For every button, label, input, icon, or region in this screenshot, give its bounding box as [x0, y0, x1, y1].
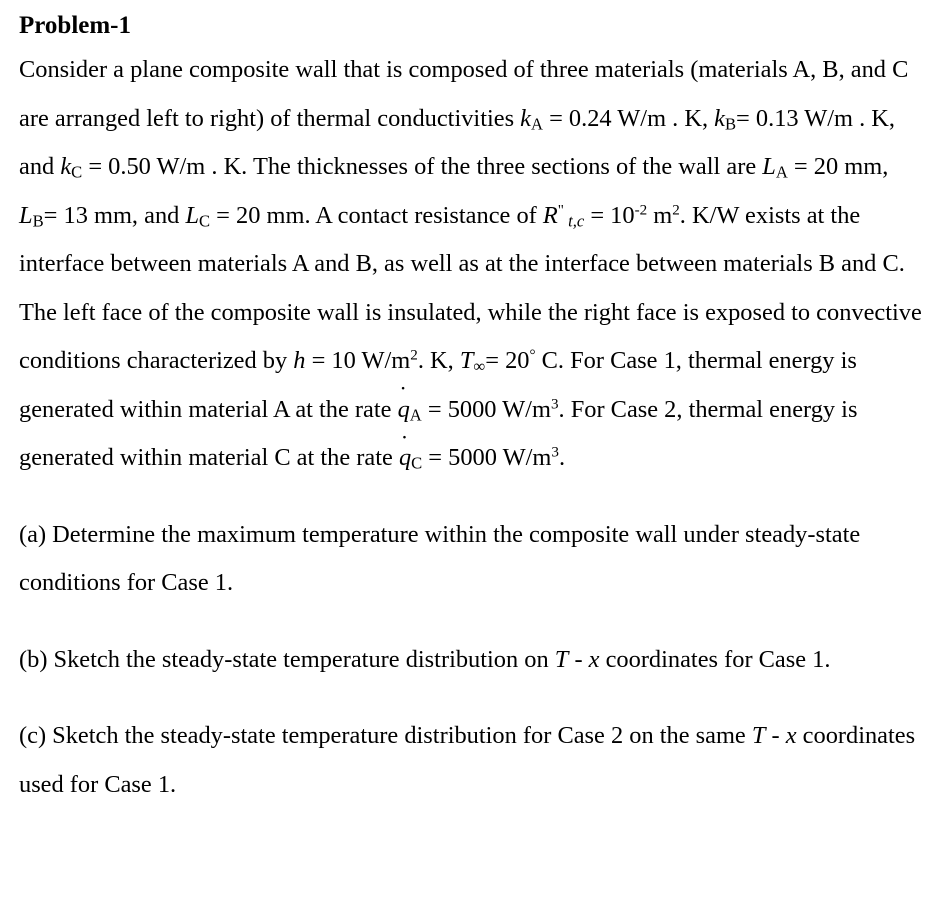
ka-value: = 0.24 W/m . K, [542, 104, 715, 132]
symbol-q-dot: ˙ q [399, 434, 411, 483]
statement-text-2: . K/W exists at the interface between materials A and B, as well as at the interface between materials B and C. The left face of the composite wall is insulated, while the right face is exposed to convective conditions characterized by [19, 201, 922, 374]
symbol-l: L [762, 153, 776, 180]
r-value: = 10 [584, 201, 635, 229]
superscript-3: 3 [550, 396, 559, 413]
subscript-c: C [411, 453, 423, 473]
r-exponent: -2 [634, 202, 648, 219]
subscript-tc: t,c [563, 211, 585, 231]
t-inf-value: = 20 [485, 347, 530, 374]
statement-text-1: Consider a plane composite wall that is composed of three materials (materials A, B, and C are arranged left to right) of thermal conductivities [19, 56, 909, 132]
kb-value: = 0.13 W/m . K, and [19, 104, 896, 180]
subscript-a: A [775, 162, 788, 182]
symbol-l: L [185, 201, 200, 229]
symbol-l: L [19, 201, 33, 229]
superscript-2: 2 [672, 202, 680, 219]
degree-symbol: ° [529, 347, 536, 364]
h-unit-rest: . K, [417, 347, 460, 374]
subscript-b: B [724, 114, 737, 134]
question-a: (a) Determine the maximum temperature within the composite wall under steady-state conditions for Case 1. [19, 520, 861, 596]
question-c [19, 712, 924, 809]
symbol-t: T [751, 722, 766, 749]
symbol-k: k [60, 153, 72, 180]
symbol-x: x [785, 722, 797, 749]
kc-value: = 0.50 W/m . K. The thicknesses of the three sections of the wall are [82, 153, 763, 180]
r-double-prime: " [557, 202, 564, 219]
lb-value: = 13 mm, and [43, 201, 186, 229]
question-c-text: (c) Sketch the steady-state temperature distribution for Case 2 on the same [19, 722, 752, 749]
superscript-2: 2 [410, 347, 418, 364]
subscript-b: B [32, 211, 44, 231]
symbol-q-dot: ˙ q [398, 386, 410, 435]
problem-title: Problem-1 [19, 12, 132, 39]
r-unit: m [647, 201, 673, 229]
symbol-t: T [554, 645, 569, 673]
subscript-a: A [531, 114, 543, 134]
question-b-end: coordinates for Case 1. [599, 645, 831, 673]
document-page [19, 6, 924, 809]
symbol-t: T [459, 347, 474, 374]
la-value: = 20 mm, [787, 153, 889, 180]
statement-end: . [558, 444, 566, 471]
problem-statement [19, 46, 924, 483]
qa-value: = 5000 W/m [421, 395, 551, 423]
statement-text-3: C. For Case 1, thermal energy is generated within material A at the rate [19, 347, 857, 423]
dash: - [568, 645, 589, 673]
symbol-h: h [293, 347, 306, 374]
question-b-text: (b) Sketch the steady-state temperature distribution on [19, 645, 555, 673]
question-c-end: coordinates used for Case 1. [19, 722, 916, 798]
superscript-3: 3 [551, 444, 559, 461]
subscript-c: C [71, 162, 83, 182]
qc-value: = 5000 W/m [422, 444, 552, 471]
subscript-c: C [199, 211, 211, 231]
symbol-x: x [588, 645, 600, 673]
subscript-a: A [409, 405, 422, 425]
symbol-k: k [520, 104, 531, 132]
statement-text-4: . For Case 2, thermal energy is generated within material C at the rate [19, 395, 858, 471]
question-b [19, 636, 924, 685]
dash: - [765, 722, 786, 749]
subscript-infinity: ∞ [473, 356, 486, 376]
symbol-k: k [714, 104, 725, 132]
lc-value: = 20 mm. A contact resistance of [210, 201, 543, 229]
h-value: = 10 W/m [305, 347, 411, 374]
symbol-r: R [542, 201, 558, 229]
